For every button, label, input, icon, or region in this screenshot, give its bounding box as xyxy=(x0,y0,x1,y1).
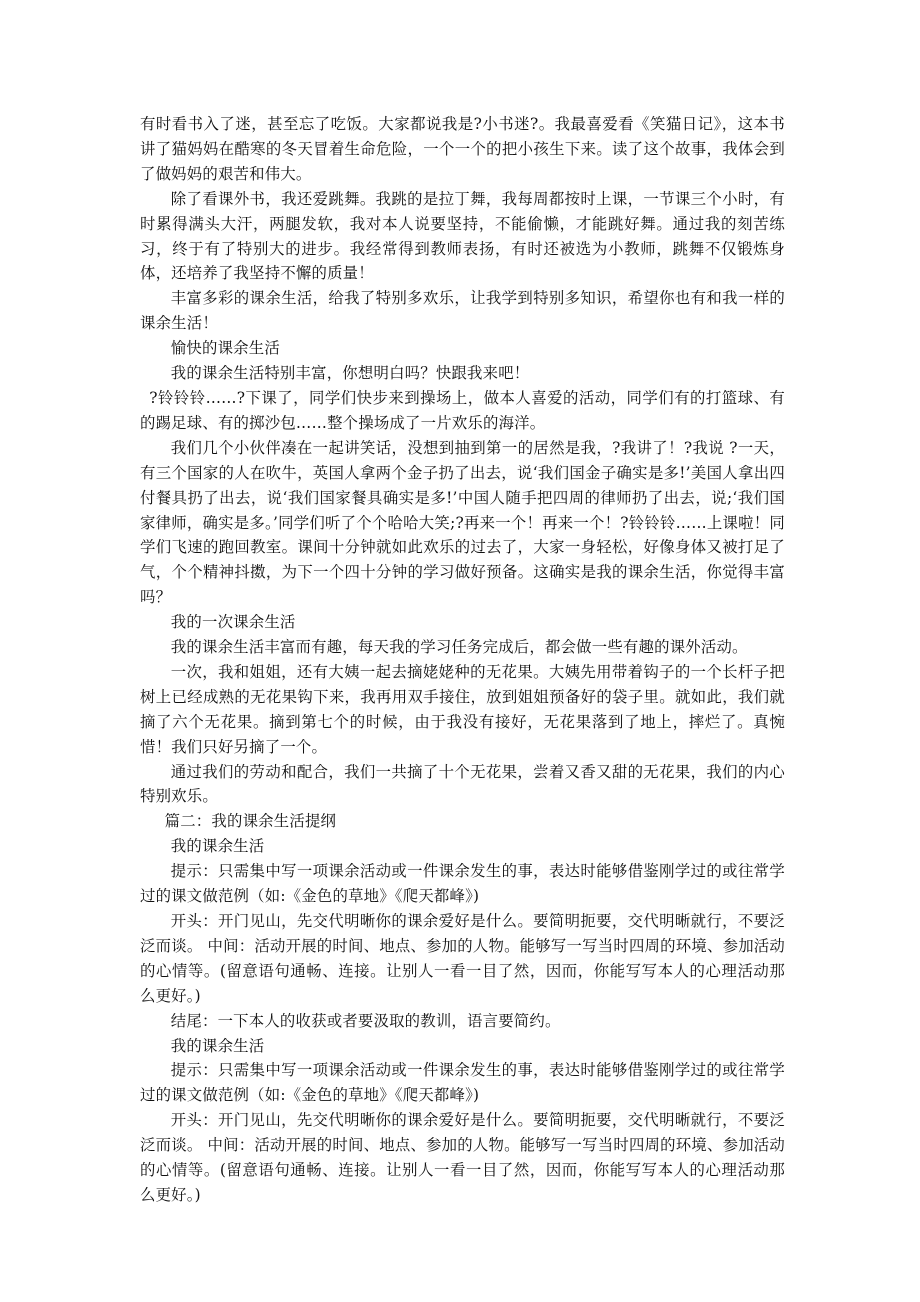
document-page xyxy=(140,112,785,1208)
paragraph-2: 除了看课外书，我还爱跳舞。我跳的是拉丁舞，我每周都按时上课，一节课三个小时，有时累得满头大汗，两腿发软，我对本人说要坚持，不能偷懒，才能跳好舞。通过我的刻苦练习，终于有了特别大的进步。我经常得到教师表扬，有时还被选为小教师，跳舞不仅锻炼身体，还培养了我坚持不懈的质量！ xyxy=(140,189,785,283)
paragraph-9: 我的课余生活丰富而有趣，每天我的学习任务完成后，都会做一些有趣的课外活动。 xyxy=(170,638,748,657)
subsection-title-2: 我的课余生活 xyxy=(170,1036,265,1055)
paragraph-3: 丰富多彩的课余生活，给我了特别多欢乐，让我学到特别多知识，希望你也有和我一样的课余生活！ xyxy=(140,289,785,333)
paragraph-5: 我的课余生活特别丰富，你想明白吗？快跟我来吧！ xyxy=(170,364,530,383)
paragraph-10: 一次，我和姐姐，还有大姨一起去摘姥姥种的无花果。大姨先用带着钩子的一个长杆子把树上已经成熟的无花果钩下来，我再用双手接住，放到姐姐预备好的袋子里。就如此，我们就摘了六个无花果。摘到第七个的时候，由于我没有接好，无花果落到了地上，摔烂了。真惋惜！我们只好另摘了一个。 xyxy=(140,662,785,756)
opening-paragraph-1: 开头：开门见山，先交代明晰你的课余爱好是什么。要简明扼要，交代明晰就行，不要泛泛而谈。 中间：活动开展的时间、地点、参加的人物。能够写一写当时四周的环境、参加活动的心情等。(留意语句通畅、连接。让别人一看一目了然，因而，你能写写本人的心理活动那么更好。) xyxy=(140,912,785,1005)
paragraph-6: ?铃铃铃……?下课了，同学们快步来到操场上，做本人喜爱的活动，同学们有的打篮球、有的踢足球、有的掷沙包……整个操场成了一片欢乐的海洋。 xyxy=(140,388,785,432)
hint-paragraph-1: 提示：只需集中写一项课余活动或一件课余发生的事，表达时能够借鉴刚学过的或往常学过的课文做范例（如:《金色的草地》《爬天都峰》) xyxy=(140,862,785,906)
opening-paragraph-2: 开头：开门见山，先交代明晰你的课余爱好是什么。要简明扼要，交代明晰就行，不要泛泛而谈。 中间：活动开展的时间、地点、参加的人物。能够写一写当时四周的环境、参加活动的心情等。(留意语句通畅、连接。让别人一看一目了然，因而，你能写写本人的心理活动那么更好。) xyxy=(140,1111,785,1204)
paragraph-11: 通过我们的劳动和配合，我们一共摘了十个无花果，尝着又香又甜的无花果，我们的内心特别欢乐。 xyxy=(140,762,785,806)
subsection-title-1: 我的课余生活 xyxy=(170,837,265,856)
section-title-one-after-school: 我的一次课余生活 xyxy=(170,613,296,632)
hint-paragraph-2: 提示：只需集中写一项课余活动或一件课余发生的事，表达时能够借鉴刚学过的或往常学过的课文做范例（如:《金色的草地》《爬天都峰》) xyxy=(140,1061,785,1105)
section-title-happy-after-school: 愉快的课余生活 xyxy=(170,339,280,358)
paragraph-7: 我们几个小伙伴凑在一起讲笑话，没想到抽到第一的居然是我，?我讲了！?我说 ?一天，有三个国家的人在吹牛，英国人拿两个金子扔了出去，说‘我们国金子确实是多!’美国人拿出四付餐具扔了出去，说‘我们国家餐具确实是多!’中国人随手把四周的律师扔了出去，说;‘我们国家律师，确实是多。’同学们听了个个哈哈大笑;?再来一个！再来一个！?铃铃铃……上课啦！同学们飞速的跑回教室。课间十分钟就如此欢乐的过去了，大家一身轻松，好像身体又被打足了气，个个精神抖擞，为下一个四十分钟的学习做好预备。这确实是我的课余生活，你觉得丰富吗？ xyxy=(140,438,785,607)
ending-paragraph: 结尾：一下本人的收获或者要汲取的教训，语言要简约。 xyxy=(170,1011,561,1030)
section-title-outline: 篇二：我的课余生活提纲 xyxy=(164,812,337,831)
paragraph-1: 有时看书入了迷，甚至忘了吃饭。大家都说我是?小书迷?。我最喜爱看《笑猫日记》，这本书讲了猫妈妈在酷寒的冬天冒着生命危险，一个一个的把小孩生下来。读了这个故事，我体会到了做妈妈的艰苦和伟大。 xyxy=(140,115,785,183)
